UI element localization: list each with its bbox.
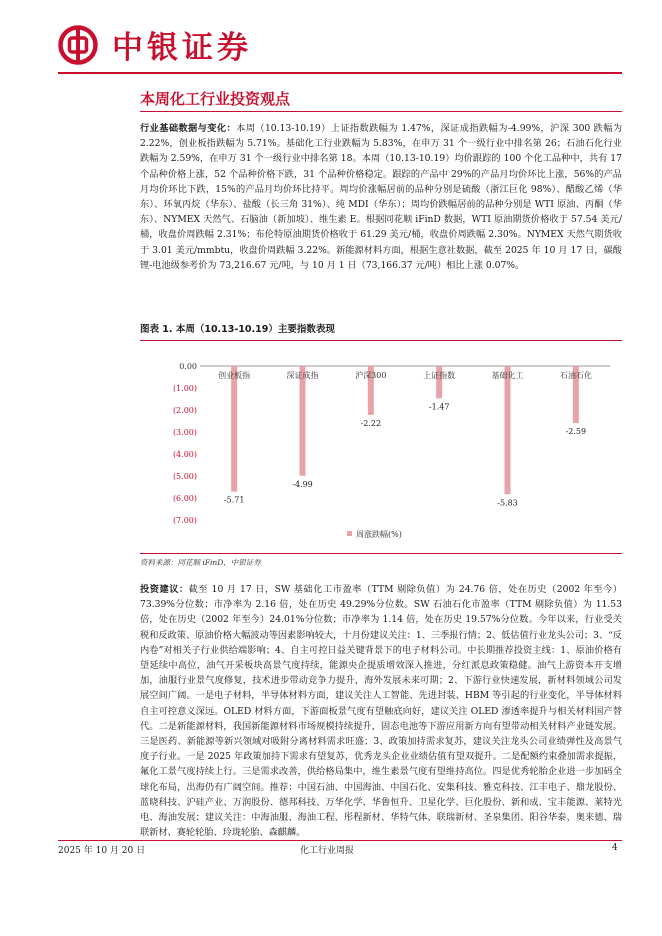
x-tick-label: 上证指数 (423, 371, 456, 380)
x-tick-label: 沪深300 (355, 371, 387, 380)
legend-swatch (347, 531, 352, 536)
bar-创业板指 (231, 366, 237, 492)
bar-基础化工 (505, 366, 511, 494)
legend-label: 周涨跌幅(%) (356, 530, 402, 539)
footer-page-number: 4 (612, 843, 618, 853)
y-tick-label: (3.00) (172, 428, 197, 437)
figure-title: 图表 1. 本周（10.13-10.19）主要指数表现 (140, 324, 335, 335)
bar-value-label: -1.47 (428, 402, 450, 412)
investment-advice-paragraph (140, 582, 622, 840)
industry-data-lead: 行业基础数据与变化： (140, 123, 237, 134)
chart-legend (347, 529, 402, 539)
y-tick-label: (5.00) (172, 472, 197, 481)
x-axis-labels (218, 370, 592, 380)
y-tick-label: (2.00) (172, 406, 197, 415)
section-title: 本周化工行业投资观点 (140, 90, 291, 108)
page-header (0, 0, 662, 90)
brand-name: 中银证券 (112, 30, 252, 66)
bar-value-label: -5.71 (223, 495, 245, 505)
x-tick-label: 基础化工 (491, 371, 524, 380)
bar-value-label: -5.83 (497, 498, 518, 508)
bar-value-label: -2.59 (565, 426, 587, 436)
bar-value-label: -4.99 (292, 479, 313, 489)
bar-value-label: -2.22 (360, 418, 382, 428)
x-tick-label: 石油石化 (559, 371, 592, 380)
investment-advice-text: 截至 10 月 17 日，SW 基础化工市盈率（TTM 剔除负值）为 24.76 倍，处在历史（2002 年至今）73.39%分位数；市净率为 2.16 倍，处在历史 49.29%分位数。SW 石油石化市盈率（TTM 剔除负值）为 11.53 倍，处在历史（2002 年至今）24.01%分位数；市净率为 1.14 倍，处在历史 19.57%分位数。今年以来，行业受关税和反政策、原油价格大幅波动等因素影响较大，十月份建议关注：1、三季报行情；2、低估值行业龙头公司；3、“反内卷”对相关子行业供给端影响；4、自主可控日益关键背景下的电子材料公司。中长期推荐投资主线：1、原油价格有望延续中高位，油气开采板块高景气度持续，能源央企提质增效深入推进，分红派息政策稳健。油气上游资本开支增加，油服行业景气度修复，技术进步带动竞争力提升，海外发展未来可期；2、下游行业快速发展，新材料领域公司发展空间广阔。一是电子材料，半导体材料方面，建议关注人工智能、先进封装、HBM 等引起的行业变化，半导体材料自主可控意义深远。OLED 材料方面，下游面板景气度有望触底向好，建议关注 OLED 渗透率提升与相关材料国产替代。二是新能源材料，我国新能源材料市场规模持续提升，固态电池等下游应用新方向有望带动相关材料产业链发展。三是医药、新能源等新兴领域对吸附分离材料需求旺盛；3、政策加持需求复苏，建议关注龙头公司业绩弹性及高景气度子行业。一是 2025 年政策加持下需求有望复苏，优秀龙头企业业绩估值有望双提升。二是配额约束叠加需求提振，氟化工景气度持续上行。三是需求改善，供给格局集中，维生素景气度有望维持高位。四是优秀轮胎企业进一步加码全球化布局，出海仍有广阔空间。推荐：中国石油、中国海油、中国石化、安集科技、雅克科技、江丰电子、鼎龙股份、蓝晓科技、沪硅产业、万润股份、德邦科技、万华化学、华鲁恒升、卫星化学、巨化股份、新和成、宝丰能源、莱特光电、海油发展；建议关注：中海油服、海油工程、彤程新材、华特气体、联瑞新材、圣泉集团、阳谷华泰、奥来德、瑞联新材、赛轮轮胎、玲珑轮胎、森麒麟。 (140, 584, 622, 839)
figure-bottom-rule (140, 553, 622, 554)
section-divider (140, 111, 622, 112)
x-tick-label: 创业板指 (218, 371, 251, 380)
y-tick-label: (1.00) (172, 384, 197, 393)
investment-advice-lead: 投资建议： (140, 584, 189, 595)
footer-report-name: 化工行业周报 (300, 846, 355, 856)
industry-data-paragraph (140, 121, 622, 273)
y-tick-label: (4.00) (172, 450, 197, 459)
brand-logo (58, 22, 252, 67)
bank-of-china-logo-icon (58, 25, 98, 65)
industry-data-text: 本周（10.13-10.19）上证指数跌幅为 1.47%，深证成指跌幅为-4.99%，沪深 300 跌幅为 2.22%，创业板指跌幅为 5.71%。基础化工行业跌幅为 5.83%，在申万 31 个一级行业中排名第 26；石油石化行业跌幅为 2.59%，在申万 31 个一级行业中排名第 18。本周（10.13-10.19）均价跟踪的 100 个化工品种中，共有 17 个品种价格上涨，52 个品种价格下跌，31 个品种价格稳定。跟踪的产品中 29%的产品月均价环比上涨，56%的产品月均价环比下跌，15%的产品月均价环比持平。周均价涨幅居前的品种分别是硫酸（浙江巨化 98%）、醋酸乙烯（华东）、环氧丙烷（华东）、盐酸（长三角 31%）、纯 MDI（华东）；周均价跌幅居前的品种分别是 WTI 原油、丙酮（华东）、NYMEX 天然气、石脑油（新加坡）、维生素 E。根据同花顺 iFinD 数据，WTI 原油期货价格收于 57.54 美元/桶，收盘价周跌幅 2.31%；布伦特原油期货价格收于 61.29 美元/桶，收盘价周跌幅 2.30%。NYMEX 天然气期货收于 3.01 美元/mmbtu，收盘价周跌幅 3.22%。新能源材料方面，根据生意社数据，截至 2025 年 10 月 17 日，碳酸锂-电池级参考价为 73,216.67 元/吨，与 10 月 1 日（73,166.37 元/吨）相比上涨 0.07%。 (140, 123, 623, 271)
y-tick-label: (7.00) (172, 516, 197, 525)
bar-深证成指 (300, 366, 306, 476)
y-tick-label: 0.00 (179, 362, 197, 371)
footer-date: 2025 年 10 月 20 日 (58, 846, 146, 856)
header-divider (58, 72, 622, 74)
footer-divider (58, 840, 622, 841)
figure-top-rule (140, 340, 622, 341)
index-performance-chart (140, 342, 622, 552)
figure-source: 资料来源：同花顺 iFinD，中银证券 (140, 558, 261, 567)
x-tick-label: 深证成指 (286, 371, 319, 380)
bar-series (224, 366, 586, 507)
y-tick-label: (6.00) (172, 494, 197, 503)
